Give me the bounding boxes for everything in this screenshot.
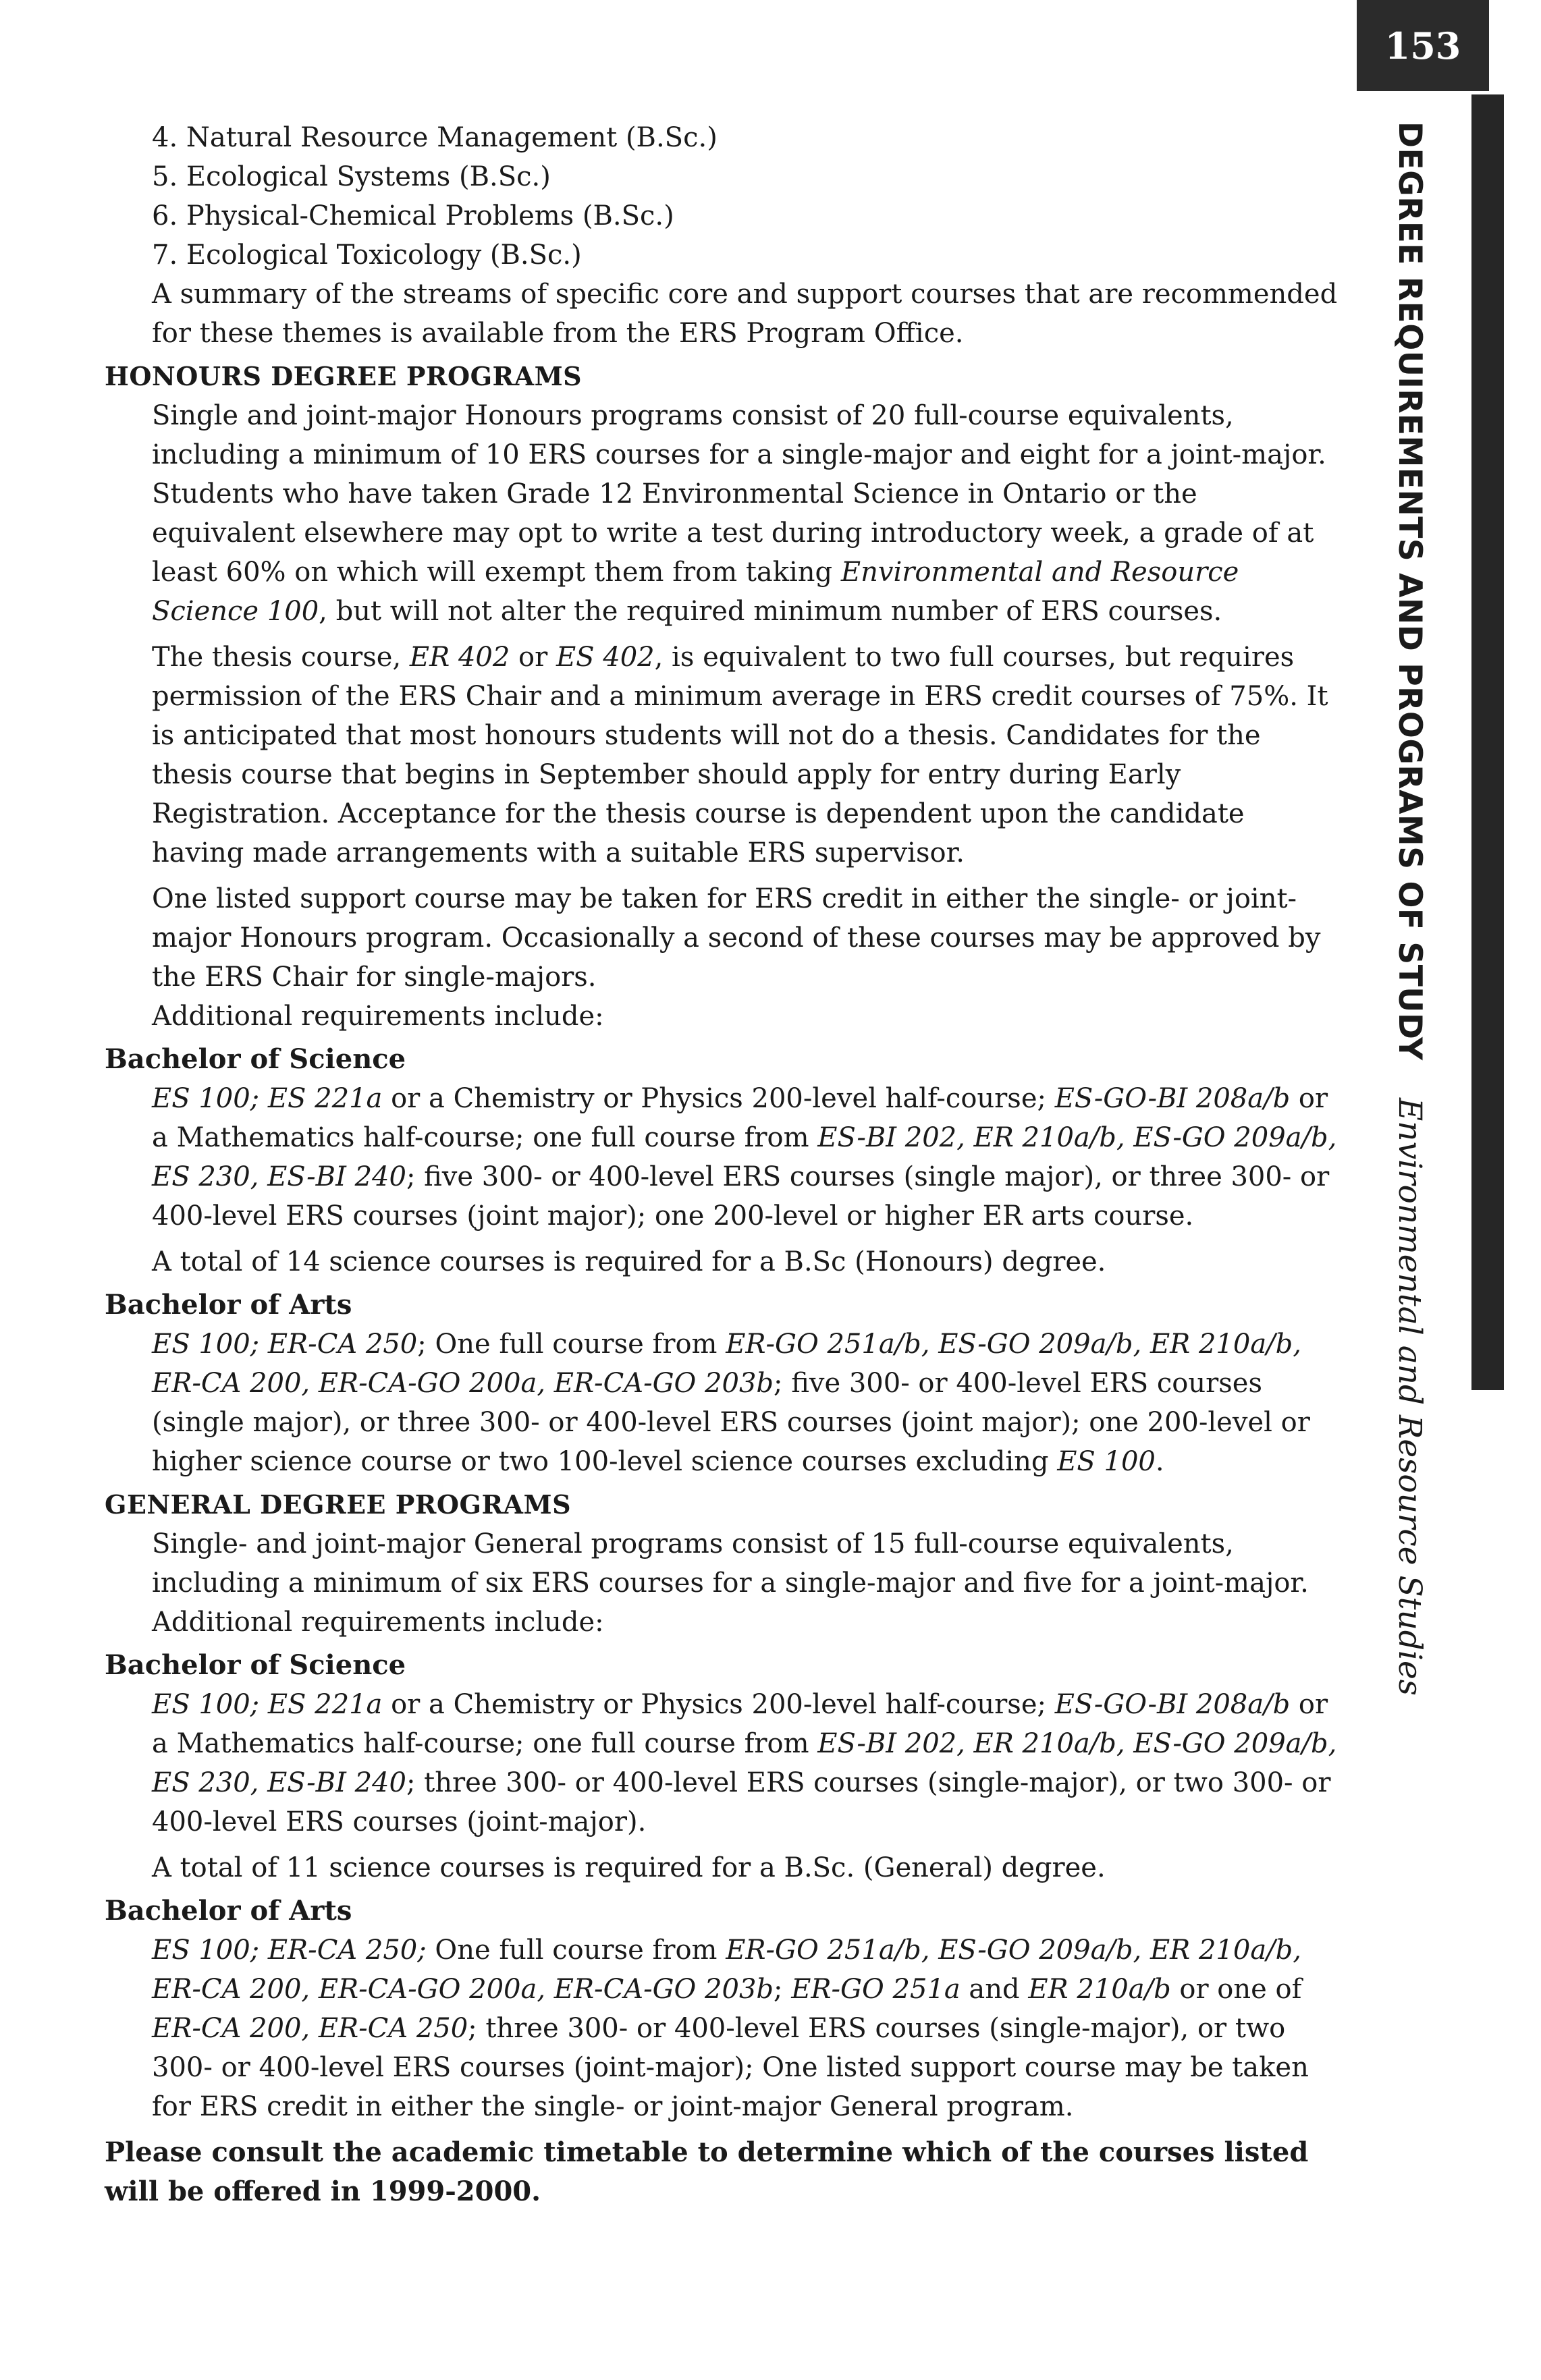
honours-bsc-requirements: ES 100; ES 221a or a Chemistry or Physics 200-level half-course; ES-GO-BI 208a/b or a Mathematics half-course; one full course from ES-BI 202, ER 210a/b, ES-GO 209a/b, ES 230, ES-BI 240; five 300- or 400-level ERS courses (single major), or three 300- or 400-level ERS courses (joint major); one 200-level or higher ER arts course. <box>152 1083 1337 1231</box>
page-body <box>105 118 1340 2211</box>
list-item: 7. Ecological Toxicology (B.Sc.) <box>152 240 582 271</box>
side-tab-bar <box>1471 94 1504 1390</box>
general-heading: GENERAL DEGREE PROGRAMS <box>105 1489 572 1520</box>
page-number-block <box>1357 0 1489 91</box>
honours-ba-heading: Bachelor of Arts <box>105 1289 352 1321</box>
timetable-note: Please consult the academic timetable to determine which of the courses listed will be offered in 1999-2000. <box>105 2136 1309 2207</box>
honours-paragraph-1: Single and joint-major Honours programs consist of 20 full-course equivalents, including a minimum of 10 ERS courses for a single-major and eight for a joint-major. Students who have taken Grade 12 Environmental Science in Ontario or the equivalent elsewhere may opt to write a test during introductory week, a grade of at least 60% on which will exempt them from taking Environmental and Resource Science 100, but will not alter the required minimum number of ERS courses. <box>152 400 1326 627</box>
general-ba-heading: Bachelor of Arts <box>105 1895 352 1927</box>
general-bsc-heading: Bachelor of Science <box>105 1649 406 1681</box>
honours-paragraph-3: One listed support course may be taken for ERS credit in either the single- or joint-major Honours program. Occasionally a second of these courses may be approved by the ERS Chair for single-majors. <box>152 883 1321 993</box>
list-item: 6. Physical-Chemical Problems (B.Sc.) <box>152 200 674 231</box>
list-item: 5. Ecological Systems (B.Sc.) <box>152 161 551 192</box>
list-item: 4. Natural Resource Management (B.Sc.) <box>152 122 718 153</box>
honours-ba-requirements: ES 100; ER-CA 250; One full course from ER-GO 251a/b, ES-GO 209a/b, ER 210a/b, ER-CA 200, ER-CA-GO 200a, ER-CA-GO 203b; five 300- or 400-level ERS courses (single major), or three 300- or 400-level ERS courses (joint major); one 200-level or higher science course or two 100-level science courses excluding ES 100. <box>152 1329 1310 1477</box>
honours-paragraph-4: Additional requirements include: <box>152 1001 604 1032</box>
honours-paragraph-2: The thesis course, ER 402 or ES 402, is equivalent to two full courses, but requires permission of the ERS Chair and a minimum average in ERS credit courses of 75%. It is anticipated that most honours students will not do a thesis. Candidates for the thesis course that begins in September should apply for entry during Early Registration. Acceptance for the thesis course is dependent upon the candidate having made arrangements with a suitable ERS supervisor. <box>152 642 1328 868</box>
section-title: DEGREE REQUIREMENTS AND PROGRAMS OF STUDY <box>1391 121 1428 1061</box>
general-bsc-total: A total of 11 science courses is required for a B.Sc. (General) degree. <box>152 1852 1106 1883</box>
general-ba-requirements: ES 100; ER-CA 250; One full course from ER-GO 251a/b, ES-GO 209a/b, ER 210a/b, ER-CA 200, ER-CA-GO 200a, ER-CA-GO 203b; ER-GO 251a and ER 210a/b or one of ER-CA 200, ER-CA 250; three 300- or 400-level ERS courses (single-major), or two 300- or 400-level ERS courses (joint-major); One listed support course may be taken for ERS credit in either the single- or joint-major General program. <box>152 1935 1309 2122</box>
general-paragraph-1: Single- and joint-major General programs consist of 15 full-course equivalents, including a minimum of six ERS courses for a single-major and five for a joint-major. Additional requirements include: <box>152 1528 1309 1638</box>
honours-bsc-total: A total of 14 science courses is required for a B.Sc (Honours) degree. <box>152 1246 1106 1277</box>
running-header <box>1391 121 1448 1696</box>
page-number: 153 <box>1384 24 1461 67</box>
honours-bsc-heading: Bachelor of Science <box>105 1043 406 1075</box>
themes-summary: A summary of the streams of specific core and support courses that are recommended for these themes is available from the ERS Program Office. <box>152 279 1338 349</box>
honours-heading: HONOURS DEGREE PROGRAMS <box>105 361 583 391</box>
general-bsc-requirements: ES 100; ES 221a or a Chemistry or Physics 200-level half-course; ES-GO-BI 208a/b or a Mathematics half-course; one full course from ES-BI 202, ER 210a/b, ES-GO 209a/b, ES 230, ES-BI 240; three 300- or 400-level ERS courses (single-major), or two 300- or 400-level ERS courses (joint-major). <box>152 1689 1337 1837</box>
department-title: Environmental and Resource Studies <box>1391 1097 1428 1696</box>
